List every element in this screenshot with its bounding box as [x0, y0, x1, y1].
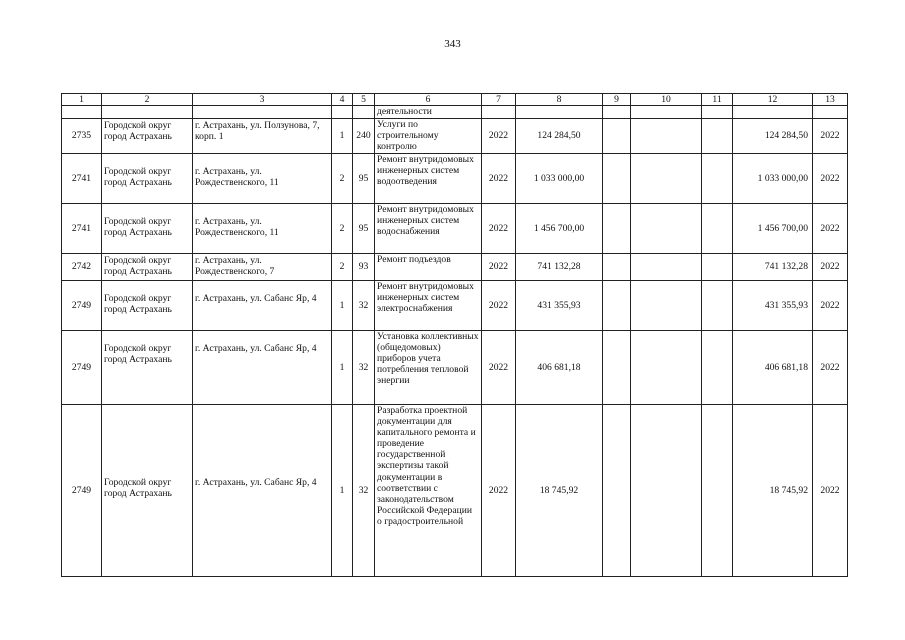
table-row	[62, 281, 848, 331]
cell-col4: 1	[332, 281, 353, 331]
cell-year: 2022	[482, 331, 516, 405]
cell-municipality: Городской округ город Астрахань	[102, 119, 193, 154]
cell-municipality: Городской округ город Астрахань	[102, 331, 193, 405]
table-row	[62, 331, 848, 405]
cell-col5: 93	[353, 254, 375, 281]
cell-col11	[702, 331, 733, 405]
cell-col9	[603, 119, 631, 154]
cell-col5: 32	[353, 405, 375, 577]
cell-col12: 1 456 700,00	[733, 204, 813, 254]
cell-total: 741 132,28	[516, 254, 603, 281]
cell-id: 2749	[62, 405, 102, 577]
header-cell: 4	[332, 94, 353, 106]
cell-col13: 2022	[813, 119, 848, 154]
header-cell: 10	[631, 94, 702, 106]
cell-col13: 2022	[813, 331, 848, 405]
cell-col13: 2022	[813, 281, 848, 331]
table-row	[62, 204, 848, 254]
cell-col12: 741 132,28	[733, 254, 813, 281]
cell-col4: 2	[332, 154, 353, 204]
cell-col11	[702, 154, 733, 204]
cell-id: 2741	[62, 204, 102, 254]
cell-municipality: Городской округ город Астрахань	[102, 254, 193, 281]
cell-id: 2749	[62, 331, 102, 405]
cell-id: 2749	[62, 281, 102, 331]
cell-total: 124 284,50	[516, 119, 603, 154]
table-row	[62, 119, 848, 154]
header-cell: 5	[353, 94, 375, 106]
cell-total: 431 355,93	[516, 281, 603, 331]
header-cell: 9	[603, 94, 631, 106]
cell-year: 2022	[482, 154, 516, 204]
cell-col9	[603, 331, 631, 405]
header-cell: 1	[62, 94, 102, 106]
cell-col9	[603, 405, 631, 577]
cell-col9	[603, 254, 631, 281]
header-cell: 2	[102, 94, 193, 106]
cell-col12: 18 745,92	[733, 405, 813, 577]
cell-col5: 240	[353, 119, 375, 154]
cell-year: 2022	[482, 281, 516, 331]
cell-work-type: Ремонт внутридомовых инженерных систем электроснабжения	[375, 281, 482, 331]
cell-municipality: Городской округ город Астрахань	[102, 204, 193, 254]
continuation-row	[62, 106, 848, 119]
cell-col12: 406 681,18	[733, 331, 813, 405]
cell-col4: 1	[332, 331, 353, 405]
cell-work-type: Ремонт подъездов	[375, 254, 482, 281]
capital-repair-table	[61, 93, 848, 577]
cell-work-type: Ремонт внутридомовых инженерных систем водоснабжения	[375, 204, 482, 254]
header-cell: 7	[482, 94, 516, 106]
cell-col10	[631, 154, 702, 204]
cell-municipality: Городской округ город Астрахань	[102, 281, 193, 331]
cell-municipality: Городской округ город Астрахань	[102, 154, 193, 204]
cell-total: 1 033 000,00	[516, 154, 603, 204]
continuation-work-text: деятельности	[375, 106, 482, 119]
cell-work-type: Разработка проектной документации для капитального ремонта и проведение государственной экспертизы такой документации в соответствии с законодательством Российской Федерации о градостроительной	[375, 405, 482, 577]
cell-col4: 1	[332, 405, 353, 577]
header-cell: 6	[375, 94, 482, 106]
cell-col10	[631, 331, 702, 405]
cell-address: г. Астрахань, ул. Рождественского, 7	[193, 254, 332, 281]
table-row	[62, 405, 848, 577]
cell-address: г. Астрахань, ул. Ползунова, 7, корп. 1	[193, 119, 332, 154]
cell-col5: 32	[353, 331, 375, 405]
header-row	[62, 94, 848, 106]
page-number: 343	[444, 38, 461, 50]
cell-col13: 2022	[813, 204, 848, 254]
cell-work-type: Услуги по строительному контролю	[375, 119, 482, 154]
cell-col13: 2022	[813, 154, 848, 204]
cell-col12: 431 355,93	[733, 281, 813, 331]
cell-col5: 95	[353, 204, 375, 254]
cell-work-type: Ремонт внутридомовых инженерных систем водоотведения	[375, 154, 482, 204]
cell-id: 2742	[62, 254, 102, 281]
cell-address: г. Астрахань, ул. Рождественского, 11	[193, 204, 332, 254]
cell-col11	[702, 254, 733, 281]
cell-year: 2022	[482, 204, 516, 254]
cell-col12: 1 033 000,00	[733, 154, 813, 204]
cell-col10	[631, 405, 702, 577]
cell-total: 18 745,92	[516, 405, 603, 577]
cell-address: г. Астрахань, ул. Сабанс Яр, 4	[193, 331, 332, 405]
cell-col10	[631, 119, 702, 154]
cell-col11	[702, 405, 733, 577]
cell-address: г. Астрахань, ул. Сабанс Яр, 4	[193, 281, 332, 331]
cell-col10	[631, 281, 702, 331]
cell-col4: 1	[332, 119, 353, 154]
header-cell: 8	[516, 94, 603, 106]
cell-year: 2022	[482, 119, 516, 154]
table-row	[62, 254, 848, 281]
cell-col13: 2022	[813, 254, 848, 281]
header-cell: 13	[813, 94, 848, 106]
table-row	[62, 154, 848, 204]
cell-col5: 95	[353, 154, 375, 204]
cell-municipality: Городской округ город Астрахань	[102, 405, 193, 577]
cell-col11	[702, 119, 733, 154]
cell-id: 2735	[62, 119, 102, 154]
cell-col10	[631, 204, 702, 254]
cell-col11	[702, 204, 733, 254]
cell-col5: 32	[353, 281, 375, 331]
header-cell: 12	[733, 94, 813, 106]
cell-col9	[603, 154, 631, 204]
cell-col13: 2022	[813, 405, 848, 577]
cell-col12: 124 284,50	[733, 119, 813, 154]
cell-year: 2022	[482, 254, 516, 281]
cell-id: 2741	[62, 154, 102, 204]
cell-col4: 2	[332, 204, 353, 254]
cell-total: 1 456 700,00	[516, 204, 603, 254]
cell-year: 2022	[482, 405, 516, 577]
cell-col11	[702, 281, 733, 331]
cell-col9	[603, 281, 631, 331]
cell-total: 406 681,18	[516, 331, 603, 405]
cell-address: г. Астрахань, ул. Сабанс Яр, 4	[193, 405, 332, 577]
header-cell: 3	[193, 94, 332, 106]
cell-col4: 2	[332, 254, 353, 281]
cell-work-type: Установка коллективных (общедомовых) приборов учета потребления тепловой энергии	[375, 331, 482, 405]
cell-col9	[603, 204, 631, 254]
cell-col10	[631, 254, 702, 281]
cell-address: г. Астрахань, ул. Рождественского, 11	[193, 154, 332, 204]
header-cell: 11	[702, 94, 733, 106]
